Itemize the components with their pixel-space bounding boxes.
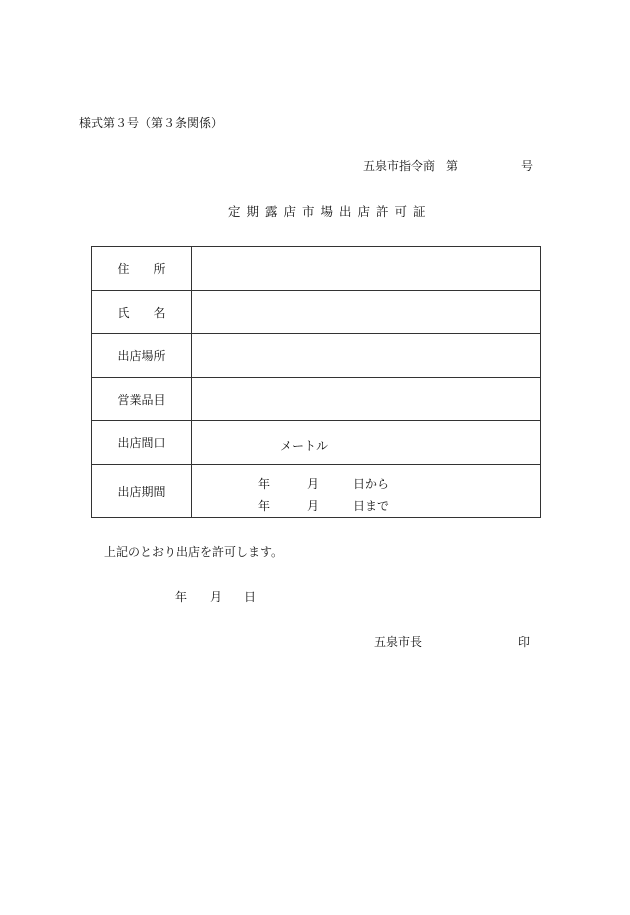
issue-date-year: 年: [175, 590, 188, 604]
table-row-frontage: [92, 421, 540, 465]
items-label: 営業品目: [92, 378, 192, 420]
period-to-day: 日まで: [353, 499, 390, 513]
period-from-day: 日から: [353, 477, 390, 491]
document-number-dai: 第: [446, 159, 459, 173]
frontage-label: 出店間口: [92, 421, 192, 464]
location-label: 出店場所: [92, 334, 192, 377]
document-number: [363, 160, 533, 172]
document-number-go: 号: [521, 159, 534, 173]
issue-date-month: 月: [210, 590, 223, 604]
table-row-name: [92, 291, 540, 334]
table-row-items: [92, 378, 540, 421]
permit-table: [91, 246, 541, 518]
form-number: 様式第３号（第３条関係）: [79, 116, 224, 130]
name-label: 氏 名: [92, 291, 192, 333]
name-value: [192, 291, 540, 333]
seal-mark: 印: [518, 635, 531, 649]
signer-name: 五泉市長: [374, 635, 423, 649]
period-to-year: 年: [258, 499, 271, 513]
issue-date: [175, 591, 256, 603]
address-label: 住 所: [92, 247, 192, 290]
frontage-unit: メートル: [280, 439, 329, 453]
location-value: [192, 334, 540, 377]
table-row-period: [92, 465, 540, 517]
frontage-value: [192, 421, 540, 464]
document-number-prefix: 五泉市指令商: [363, 159, 436, 173]
period-from-month: 月: [307, 477, 320, 491]
period-value: [192, 465, 540, 517]
period-from-year: 年: [258, 477, 271, 491]
items-value: [192, 378, 540, 420]
period-to-month: 月: [307, 499, 320, 513]
period-to: [258, 497, 389, 514]
issue-date-day: 日: [244, 590, 257, 604]
permission-statement: 上記のとおり出店を許可します。: [104, 545, 284, 559]
address-value: [192, 247, 540, 290]
period-from: [258, 475, 389, 492]
document-title: 定期露店市場出店許可証: [228, 204, 432, 219]
period-label: 出店期間: [92, 465, 192, 517]
table-row-address: [92, 247, 540, 291]
table-row-location: [92, 334, 540, 378]
